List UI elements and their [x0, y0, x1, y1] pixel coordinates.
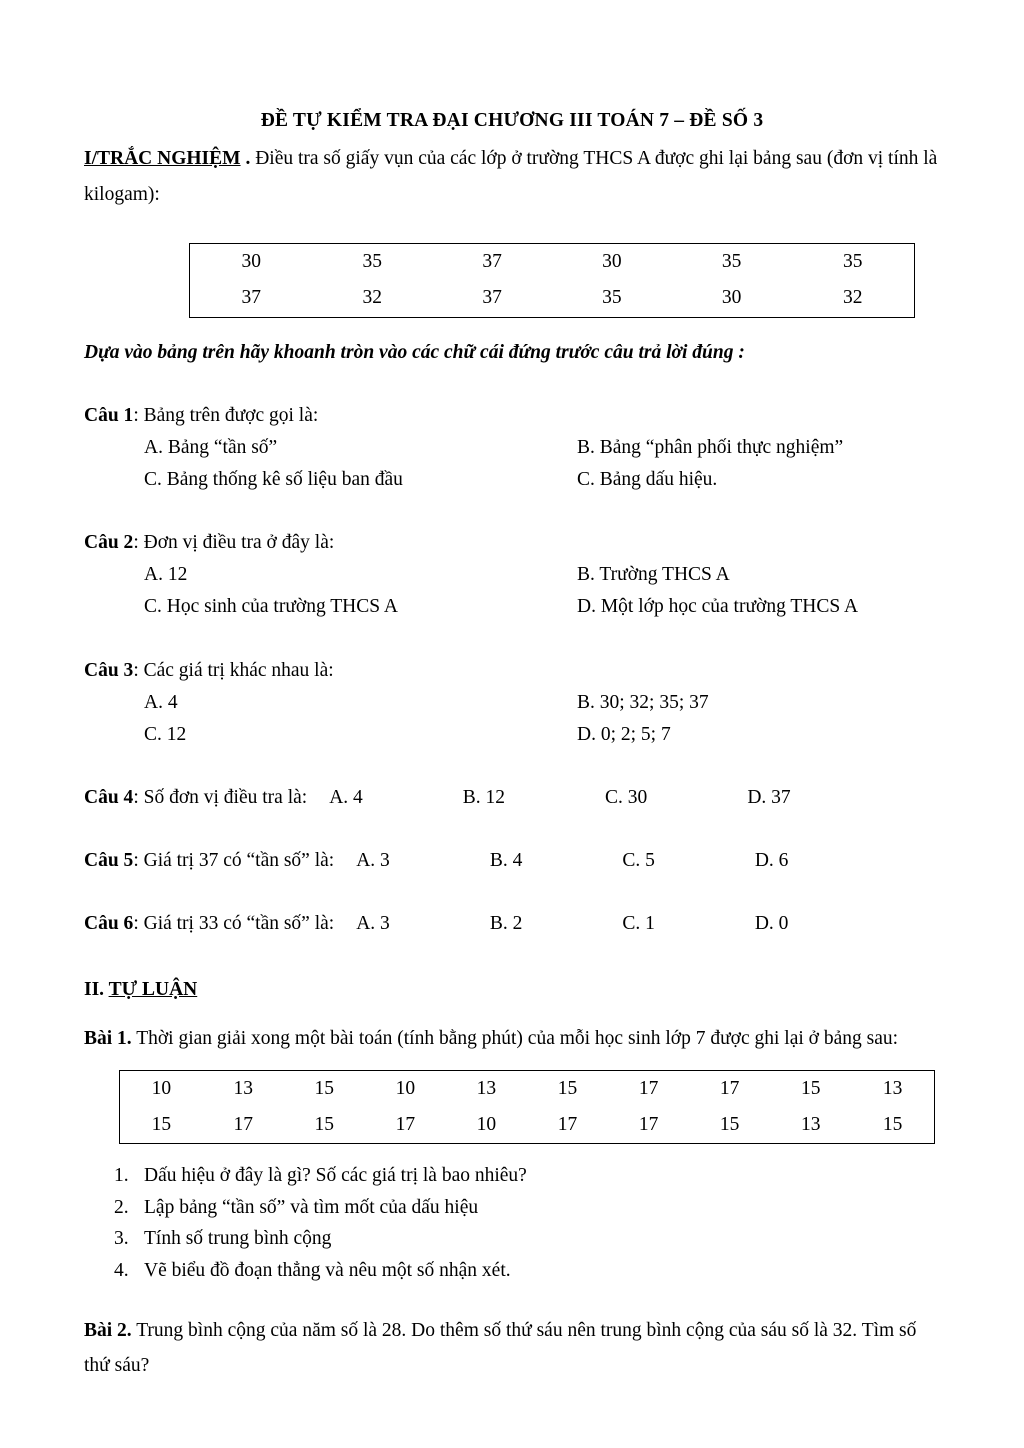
section1-heading: I/TRẮC NGHIỆM: [84, 148, 241, 170]
question-2-text: : Đơn vị điều tra ở đây là:: [133, 532, 335, 554]
question-6-label: Câu 6: [84, 913, 134, 935]
exercise-2-label: Bài 2.: [84, 1320, 132, 1342]
question-2-line: [84, 526, 940, 559]
question-2-option-c: C. Học sinh của trường THCS A: [144, 596, 398, 618]
table-cell: 35: [721, 251, 742, 273]
question-1-option-b: B. Bảng “phân phối thực nghiệm”: [577, 436, 844, 458]
question-3-text: : Các giá trị khác nhau là:: [133, 659, 334, 681]
question-2-label: Câu 2: [84, 532, 134, 554]
table-cell: 30: [721, 287, 742, 309]
question-6-text: : Giá trị 33 có “tần số” là:: [133, 913, 335, 935]
exercise-2-text: Trung bình cộng của năm số là 28. Do thêm số thứ sáu nên trung bình cộng của sáu số là 32. Tìm số thứ sáu?: [84, 1320, 917, 1376]
table-row: [120, 1070, 935, 1107]
table-cell: 17: [557, 1113, 578, 1135]
question-5-label: Câu 5: [84, 850, 134, 872]
table-cell: 15: [314, 1077, 335, 1099]
question-2-option-b: B. Trường THCS A: [577, 564, 730, 586]
question-6-option-d: D. 0: [754, 913, 789, 935]
question-4-option-c: C. 30: [605, 787, 648, 809]
table-cell: 15: [719, 1113, 740, 1135]
question-3-option-d: D. 0; 2; 5; 7: [577, 723, 671, 745]
table-cell: 10: [476, 1113, 497, 1135]
table-cell: 32: [362, 287, 383, 309]
question-1-options: [84, 432, 940, 496]
question-4-option-a: A. 4: [329, 787, 363, 809]
table-cell: 15: [314, 1113, 335, 1135]
question-2-options: [84, 559, 940, 623]
question-3-options: [84, 687, 940, 751]
list-item-4-text: Vẽ biểu đồ đoạn thẳng và nêu một số nhận xét.: [144, 1259, 511, 1281]
table-cell: 13: [476, 1077, 497, 1099]
exercise-1-subquestions: [84, 1160, 940, 1286]
question-1-text: : Bảng trên được gọi là:: [133, 404, 319, 426]
question-4-option-b: B. 12: [462, 787, 506, 809]
question-3-label: Câu 3: [84, 659, 134, 681]
exercise-2-statement: [84, 1314, 940, 1382]
document-title: ĐỀ TỰ KIỂM TRA ĐẠI CHƯƠNG III TOÁN 7 – ĐỀ SỐ 3: [260, 110, 764, 131]
table-cell: 37: [241, 287, 261, 309]
table-cell: 30: [602, 251, 622, 273]
table-cell: 10: [151, 1077, 172, 1099]
list-item-2-number: 2.: [114, 1196, 129, 1218]
list-item-1: [114, 1160, 940, 1192]
exercise-1-statement: [84, 1022, 940, 1056]
section1-heading-suffix: .: [240, 148, 256, 170]
question-3-option-c: C. 12: [144, 723, 187, 745]
table-cell: 17: [395, 1113, 416, 1135]
table-cell: 17: [719, 1077, 740, 1099]
question-6-option-a: A. 3: [356, 913, 390, 935]
question-1: [84, 399, 940, 496]
exercise-1-text: Thời gian giải xong một bài toán (tính bằng phút) của mỗi học sinh lớp 7 được ghi lại ở bảng sau:: [131, 1027, 899, 1049]
table-cell: 13: [800, 1113, 821, 1135]
question-1-option-a: A. Bảng “tần số”: [144, 436, 278, 458]
question-1-line: [84, 399, 940, 432]
table-cell: 17: [638, 1077, 659, 1099]
table-cell: 13: [882, 1077, 903, 1099]
list-item-2-text: Lập bảng “tần số” và tìm mốt của dấu hiệu: [144, 1196, 479, 1218]
question-3-line: [84, 654, 940, 687]
question-5-option-b: B. 4: [489, 850, 523, 872]
table-cell: 15: [557, 1077, 578, 1099]
question-4-option-d: D. 37: [747, 787, 791, 809]
table-cell: 17: [638, 1113, 659, 1135]
question-5-text: : Giá trị 37 có “tần số” là:: [133, 850, 335, 872]
question-6-option-c: C. 1: [622, 913, 655, 935]
table-cell: 35: [843, 251, 863, 273]
list-item-4-number: 4.: [114, 1259, 129, 1281]
table-cell: 30: [241, 251, 261, 273]
question-5-option-d: D. 6: [754, 850, 789, 872]
question-5-option-c: C. 5: [622, 850, 655, 872]
table-cell: 15: [800, 1077, 821, 1099]
section2-heading-prefix: II.: [84, 978, 109, 1000]
table-row: [120, 1107, 935, 1144]
question-5: [84, 844, 940, 877]
list-item-3-text: Tính số trung bình cộng: [144, 1228, 332, 1250]
question-1-label: Câu 1: [84, 404, 134, 426]
table-cell: 35: [602, 287, 622, 309]
section1-intro: [84, 141, 940, 213]
section1-intro-text: Điều tra số giấy vụn của các lớp ở trường THCS A được ghi lại bảng sau (đơn vị tính là kilogam):: [84, 148, 938, 206]
question-2-option-a: A. 12: [144, 564, 188, 586]
list-item-3: [114, 1223, 940, 1255]
table-row: [190, 244, 915, 281]
question-2: [84, 526, 940, 623]
instruction-text: Dựa vào bảng trên hãy khoanh tròn vào các chữ cái đứng trước câu trả lời đúng :: [84, 341, 745, 363]
question-3-option-b: B. 30; 32; 35; 37: [577, 691, 709, 713]
question-1-option-c: C. Bảng thống kê số liệu ban đầu: [144, 469, 403, 490]
table-cell: 37: [482, 287, 502, 309]
question-4-label: Câu 4: [84, 787, 134, 809]
solve-time-table: [119, 1070, 935, 1144]
list-item-3-number: 3.: [114, 1228, 129, 1250]
exercise-1-label: Bài 1.: [84, 1027, 132, 1049]
list-item-1-text: Dấu hiệu ở đây là gì? Số các giá trị là bao nhiêu?: [144, 1165, 527, 1187]
question-2-option-d: D. Một lớp học của trường THCS A: [577, 596, 859, 618]
table-cell: 37: [482, 251, 502, 273]
table-cell: 15: [151, 1113, 172, 1135]
scrap-paper-weight-table: [189, 243, 915, 317]
list-item-1-number: 1.: [114, 1165, 129, 1187]
question-1-option-d: C. Bảng dấu hiệu.: [577, 469, 718, 490]
table-row: [190, 280, 915, 317]
table-cell: 32: [843, 287, 863, 309]
list-item-2: [114, 1192, 940, 1224]
table-cell: 17: [233, 1113, 253, 1135]
table-cell: 35: [362, 251, 383, 273]
question-5-option-a: A. 3: [356, 850, 390, 872]
question-3-option-a: A. 4: [144, 691, 178, 713]
section2-heading-text: TỰ LUẬN: [108, 978, 198, 1000]
question-4-text: : Số đơn vị điều tra là:: [133, 787, 308, 809]
list-item-4: [114, 1255, 940, 1287]
table-cell: 13: [233, 1077, 253, 1099]
question-6-option-b: B. 2: [489, 913, 523, 935]
section2-heading: [84, 973, 940, 1006]
table-cell: 15: [882, 1113, 903, 1135]
question-4: [84, 781, 940, 814]
table-cell: 10: [395, 1077, 416, 1099]
question-6: [84, 907, 940, 940]
question-3: [84, 654, 940, 751]
